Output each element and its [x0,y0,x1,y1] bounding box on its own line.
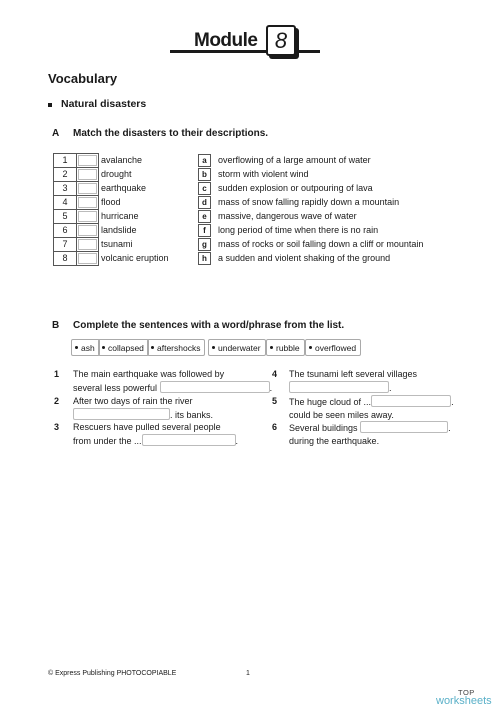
description-text: a sudden and violent shaking of the ground [218,253,391,263]
answer-blank[interactable] [73,408,170,420]
sentence-2: After two days of rain the river . its banks. [73,396,214,420]
sentence-number: 1 [54,369,60,379]
sentence-1: The main earthquake was followed by several less powerful . [73,369,273,393]
sentence-4: The tsunami left several villages . [289,369,418,393]
disaster-word: tsunami [101,239,133,249]
module-number-box [266,25,296,56]
answer-box-5[interactable]: 5 [53,209,99,224]
disaster-word: hurricane [101,211,139,221]
description-letter: f [198,224,211,237]
description-letter: d [198,196,211,209]
answer-box-4[interactable]: 4 [53,195,99,210]
word-chip-collapsed[interactable]: collapsed [98,339,149,356]
description-letter: h [198,252,211,265]
brand-logo-top: TOP [458,688,475,697]
description-text: storm with violent wind [218,169,309,179]
description-text: overflowing of a large amount of water [218,155,371,165]
description-letter: a [198,154,211,167]
word-chip-rubble[interactable]: rubble [266,339,305,356]
description-text: sudden explosion or outpouring of lava [218,183,373,193]
sentence-number: 5 [272,396,278,406]
bullet-icon [75,346,78,349]
bullet-icon [151,346,154,349]
description-letter: b [198,168,211,181]
page-number: 1 [246,670,250,677]
description-text: massive, dangerous wave of water [218,211,357,221]
answer-blank[interactable] [371,395,451,407]
answer-box-7[interactable]: 7 [53,237,99,252]
section-b-letter: B [52,320,60,331]
answer-box-1[interactable]: 1 [53,153,99,168]
bullet-icon [270,346,273,349]
answer-box-8[interactable]: 8 [53,251,99,266]
word-chip-ash[interactable]: ash [71,339,100,356]
sentence-3: Rescuers have pulled several people from under the ... . [73,422,239,446]
description-letter: e [198,210,211,223]
description-text: mass of rocks or soil falling down a cliff or mountain [218,239,424,249]
sentence-number: 6 [272,422,278,432]
answer-blank[interactable] [142,434,236,446]
section-a-title: Match the disasters to their descriptions. [73,128,269,139]
disaster-word: flood [101,197,121,207]
bullet-icon [212,346,215,349]
disaster-word: landslide [101,225,137,235]
square-bullet-icon [48,103,52,107]
answer-blank[interactable] [360,421,448,433]
description-text: long period of time when there is no rain [218,225,379,235]
description-letter: c [198,182,211,195]
sentence-6: Several buildings . during the earthquake. [289,423,451,446]
word-chip-overflowed[interactable]: overflowed [305,339,361,356]
bullet-icon [102,346,105,349]
answer-blank[interactable] [160,381,270,393]
vocabulary-heading: Vocabulary [48,71,118,86]
description-letter: g [198,238,211,251]
answer-box-2[interactable]: 2 [53,167,99,182]
disaster-word: avalanche [101,155,143,165]
copyright-footer: © Express Publishing PHOTOCOPIABLE [48,670,177,677]
answer-box-6[interactable]: 6 [53,223,99,238]
word-chip-aftershocks[interactable]: aftershocks [147,339,205,356]
sentence-number: 3 [54,422,60,432]
brand-logo-bottom: worksheets [436,695,492,707]
disaster-word: volcanic eruption [101,253,169,263]
sentence-number: 4 [272,369,278,379]
answer-box-3[interactable]: 3 [53,181,99,196]
section-b-title: Complete the sentences with a word/phrase from the list. [73,320,345,331]
disaster-word: earthquake [101,183,147,193]
disaster-word: drought [101,169,132,179]
description-text: mass of snow falling rapidly down a mountain [218,197,400,207]
subheading: Natural disasters [61,98,147,110]
sentence-5: The huge cloud of ... . could be seen miles away. [289,397,454,420]
answer-blank[interactable] [289,381,389,393]
bullet-icon [309,346,312,349]
module-title: Module [194,30,258,51]
section-a-letter: A [52,128,60,139]
module-number: 8 [274,27,288,53]
word-chip-underwater[interactable]: underwater [208,339,266,356]
sentence-number: 2 [54,396,60,406]
